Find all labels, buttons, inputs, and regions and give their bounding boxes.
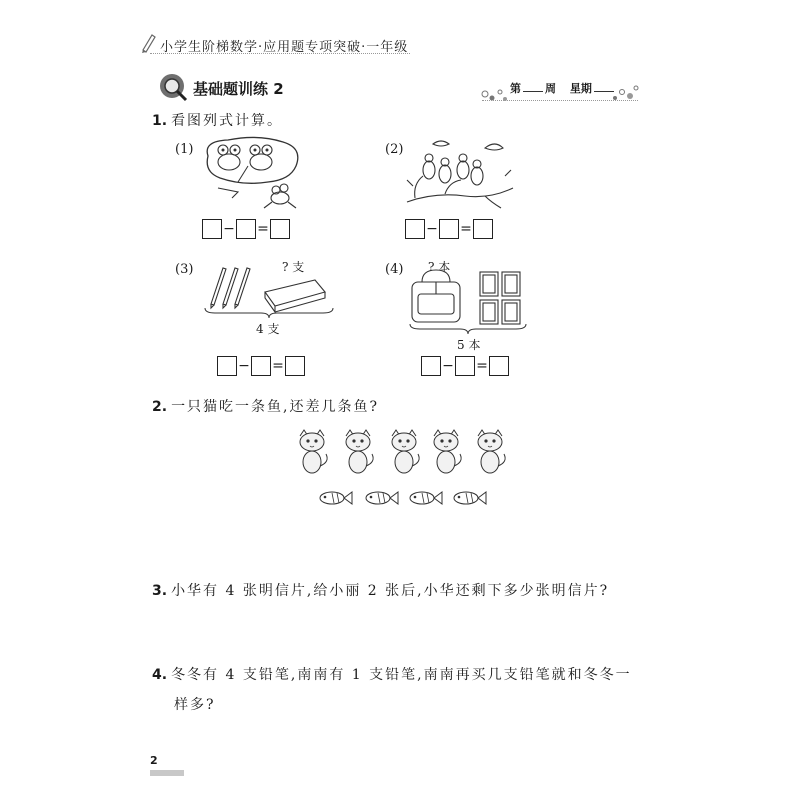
q1-part4-equation [421,356,509,376]
birds-on-branch-image [405,136,517,214]
fish-icon [320,492,352,504]
answer-box[interactable] [439,219,459,239]
minus-sign: − [426,221,438,237]
week-blank[interactable] [523,91,543,92]
question-3-text: 小华有 4 张明信片,给小丽 2 张后,小华还剩下多少张明信片? [171,583,610,599]
magnifier-icon [158,72,190,104]
question-3-number: 3. [152,583,168,599]
answer-box[interactable] [236,219,256,239]
equals-sign: = [476,358,488,374]
week-prefix: 第 [510,82,521,95]
q1-part2-equation [405,219,493,239]
answer-box[interactable] [285,356,305,376]
pencil-logo-icon [140,32,158,54]
question-1-text: 看图列式计算。 [171,113,284,129]
fish-icon [366,492,398,504]
question-4-number: 4. [152,667,168,683]
answer-box[interactable] [473,219,493,239]
equals-sign: = [460,221,472,237]
answer-box[interactable] [251,356,271,376]
cat-icon [346,430,373,473]
week-day-field [510,80,616,96]
question-4-text-line1: 冬冬有 4 支铅笔,南南有 1 支铅笔,南南再买几支铅笔就和冬冬一 [171,667,632,683]
answer-box[interactable] [405,219,425,239]
total-brace [203,306,335,320]
minus-sign: − [442,358,454,374]
q1-part3-label: (3) [175,262,194,277]
section-title: 基础题训练 2 [193,80,284,98]
fish-icon [410,492,442,504]
q1-part1-equation [202,219,290,239]
question-2-text: 一只猫吃一条鱼,还差几条鱼? [171,399,380,415]
week-box-rule [482,100,638,101]
question-1-number: 1. [152,113,168,129]
q1-part3-equation [217,356,305,376]
q1-part1-label: (1) [175,142,194,157]
cat-icon [392,430,419,473]
question-3 [152,580,609,600]
page-number: 2 [150,754,158,767]
q1-part3-question-label: ? 支 [282,260,305,274]
cats-and-fish-image [290,428,510,520]
header-divider [150,53,410,54]
equals-sign: = [257,221,269,237]
cat-icon [434,430,461,473]
cat-icon [478,430,505,473]
weekday-label: 星期 [569,82,592,95]
question-4-text-line2: 样多? [174,697,216,713]
page-number-bar [150,770,184,776]
week-mid: 周 [545,82,556,95]
q1-part3-total-label: 4 支 [256,322,280,336]
q1-part4-total-label: 5 本 [457,338,481,352]
equals-sign: = [272,358,284,374]
answer-box[interactable] [489,356,509,376]
minus-sign: − [223,221,235,237]
q1-part4-question-label: ? 本 [428,260,451,274]
cat-icon [300,430,327,473]
question-2 [152,396,379,416]
q1-part4-label: (4) [385,262,404,277]
frogs-on-lilypad-image [198,136,308,214]
total-brace [408,322,528,336]
answer-box[interactable] [270,219,290,239]
minus-sign: − [238,358,250,374]
answer-box[interactable] [421,356,441,376]
series-title: 小学生阶梯数学·应用题专项突破·一年级 [160,40,409,55]
question-2-number: 2. [152,399,168,415]
question-1 [152,110,283,130]
answer-box[interactable] [202,219,222,239]
schoolbag-and-books-image [408,268,528,330]
question-4 [152,664,652,714]
q1-part2-label: (2) [385,142,404,157]
answer-box[interactable] [455,356,475,376]
answer-box[interactable] [217,356,237,376]
fish-icon [454,492,486,504]
